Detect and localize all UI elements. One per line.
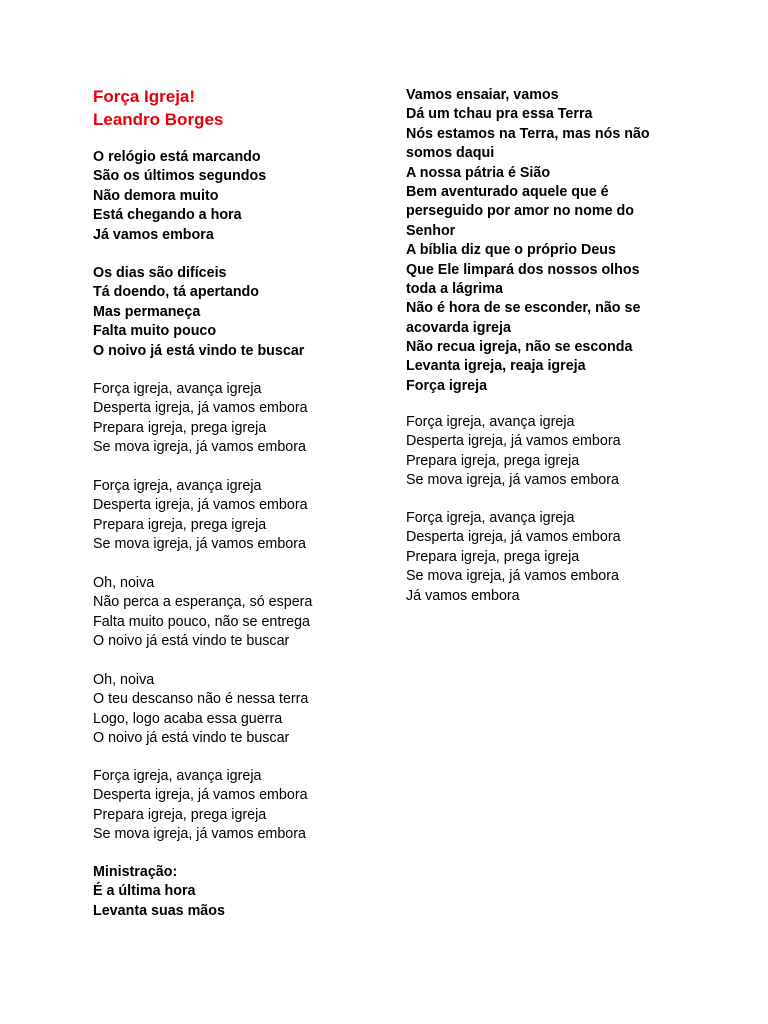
lyric-line: Tá doendo, tá apertando: [93, 284, 260, 301]
lyric-line: Está chegando a hora: [93, 207, 242, 224]
lyrics-stanza: [93, 574, 393, 652]
lyric-line: Que Ele limpará dos nossos olhos: [406, 261, 640, 278]
lyric-line: Os dias são difíceis: [93, 265, 227, 281]
lyric-line: Levanta suas mãos: [93, 902, 225, 919]
lyrics-stanza: [93, 148, 393, 245]
lyric-line: Logo, logo acaba essa guerra: [93, 710, 283, 727]
lyric-line: São os últimos segundos: [93, 168, 267, 185]
lyric-line: Vamos ensaiar, vamos: [406, 87, 559, 103]
lyric-line: Força igreja, avança igreja: [93, 478, 262, 494]
lyric-line: O noivo já está vindo te buscar: [93, 342, 305, 359]
lyric-line: Desperta igreja, já vamos embora: [406, 433, 621, 450]
lyrics-stanza: [93, 477, 393, 555]
lyric-line: Prepara igreja, prega igreja: [93, 419, 267, 436]
lyric-line: Desperta igreja, já vamos embora: [93, 787, 308, 804]
lyric-line: Força igreja: [406, 377, 488, 394]
lyrics-stanza: [93, 671, 393, 749]
lyric-line: Oh, noiva: [93, 575, 155, 591]
lyric-line: Se mova igreja, já vamos embora: [93, 826, 306, 843]
lyric-line: O relógio está marcando: [93, 149, 261, 165]
lyric-line: Prepara igreja, prega igreja: [93, 516, 267, 533]
lyric-line: Força igreja, avança igreja: [406, 414, 575, 430]
lyric-line: A bíblia diz que o próprio Deus: [406, 242, 616, 259]
lyric-line: Bem aventurado aquele que é: [406, 183, 609, 200]
lyric-line: Levanta igreja, reaja igreja: [406, 358, 586, 375]
lyric-line: Não recua igreja, não se esconda: [406, 339, 633, 356]
lyric-line: Falta muito pouco, não se entrega: [93, 613, 310, 630]
lyric-line: toda a lágrima: [406, 280, 503, 297]
lyrics-stanza: [93, 767, 393, 845]
lyric-line: Força igreja, avança igreja: [406, 510, 575, 526]
lyric-line: Não demora muito: [93, 187, 219, 204]
lyric-line: Desperta igreja, já vamos embora: [93, 497, 308, 514]
lyric-line: Força igreja, avança igreja: [93, 768, 262, 784]
lyric-line: Se mova igreja, já vamos embora: [406, 568, 619, 585]
lyric-line: Dá um tchau pra essa Terra: [406, 106, 593, 123]
lyric-line: Já vamos embora: [93, 226, 214, 243]
lyric-line: acovarda igreja: [406, 319, 511, 336]
lyric-line: O teu descanso não é nessa terra: [93, 691, 309, 708]
lyrics-stanza: [93, 863, 393, 921]
lyric-line: perseguido por amor no nome do: [406, 203, 634, 220]
lyric-line: Se mova igreja, já vamos embora: [406, 472, 619, 489]
song-title: Força Igreja!: [93, 87, 196, 106]
lyric-line: Prepara igreja, prega igreja: [93, 806, 267, 823]
lyric-line: Ministração:: [93, 864, 178, 880]
lyric-line: O noivo já está vindo te buscar: [93, 633, 290, 650]
lyric-line: Desperta igreja, já vamos embora: [93, 400, 308, 417]
song-artist: Leandro Borges: [93, 110, 224, 129]
lyric-line: Senhor: [406, 222, 456, 239]
lyric-line: É a última hora: [93, 883, 196, 900]
lyric-line: Nós estamos na Terra, mas nós não: [406, 125, 650, 142]
lyric-line: somos daqui: [406, 145, 495, 162]
lyric-line: Mas permaneça: [93, 303, 201, 320]
lyrics-stanza: [406, 413, 696, 491]
lyrics-stanza: [93, 264, 393, 361]
lyric-line: Não é hora de se esconder, não se: [406, 300, 641, 317]
lyric-line: Desperta igreja, já vamos embora: [406, 529, 621, 546]
lyric-line: Já vamos embora: [406, 587, 520, 604]
lyric-line: Não perca a esperança, só espera: [93, 594, 313, 611]
lyric-line: Oh, noiva: [93, 672, 155, 688]
lyric-line: A nossa pátria é Sião: [406, 164, 551, 181]
lyrics-stanza: [406, 86, 696, 396]
lyric-line: Falta muito pouco: [93, 323, 217, 340]
lyric-line: Prepara igreja, prega igreja: [406, 548, 580, 565]
lyrics-stanza: [406, 509, 696, 606]
lyric-line: Se mova igreja, já vamos embora: [93, 536, 306, 553]
lyric-line: O noivo já está vindo te buscar: [93, 730, 290, 747]
lyric-line: Se mova igreja, já vamos embora: [93, 439, 306, 456]
lyrics-stanza: [93, 380, 393, 458]
lyric-line: Prepara igreja, prega igreja: [406, 452, 580, 469]
lyric-line: Força igreja, avança igreja: [93, 381, 262, 397]
